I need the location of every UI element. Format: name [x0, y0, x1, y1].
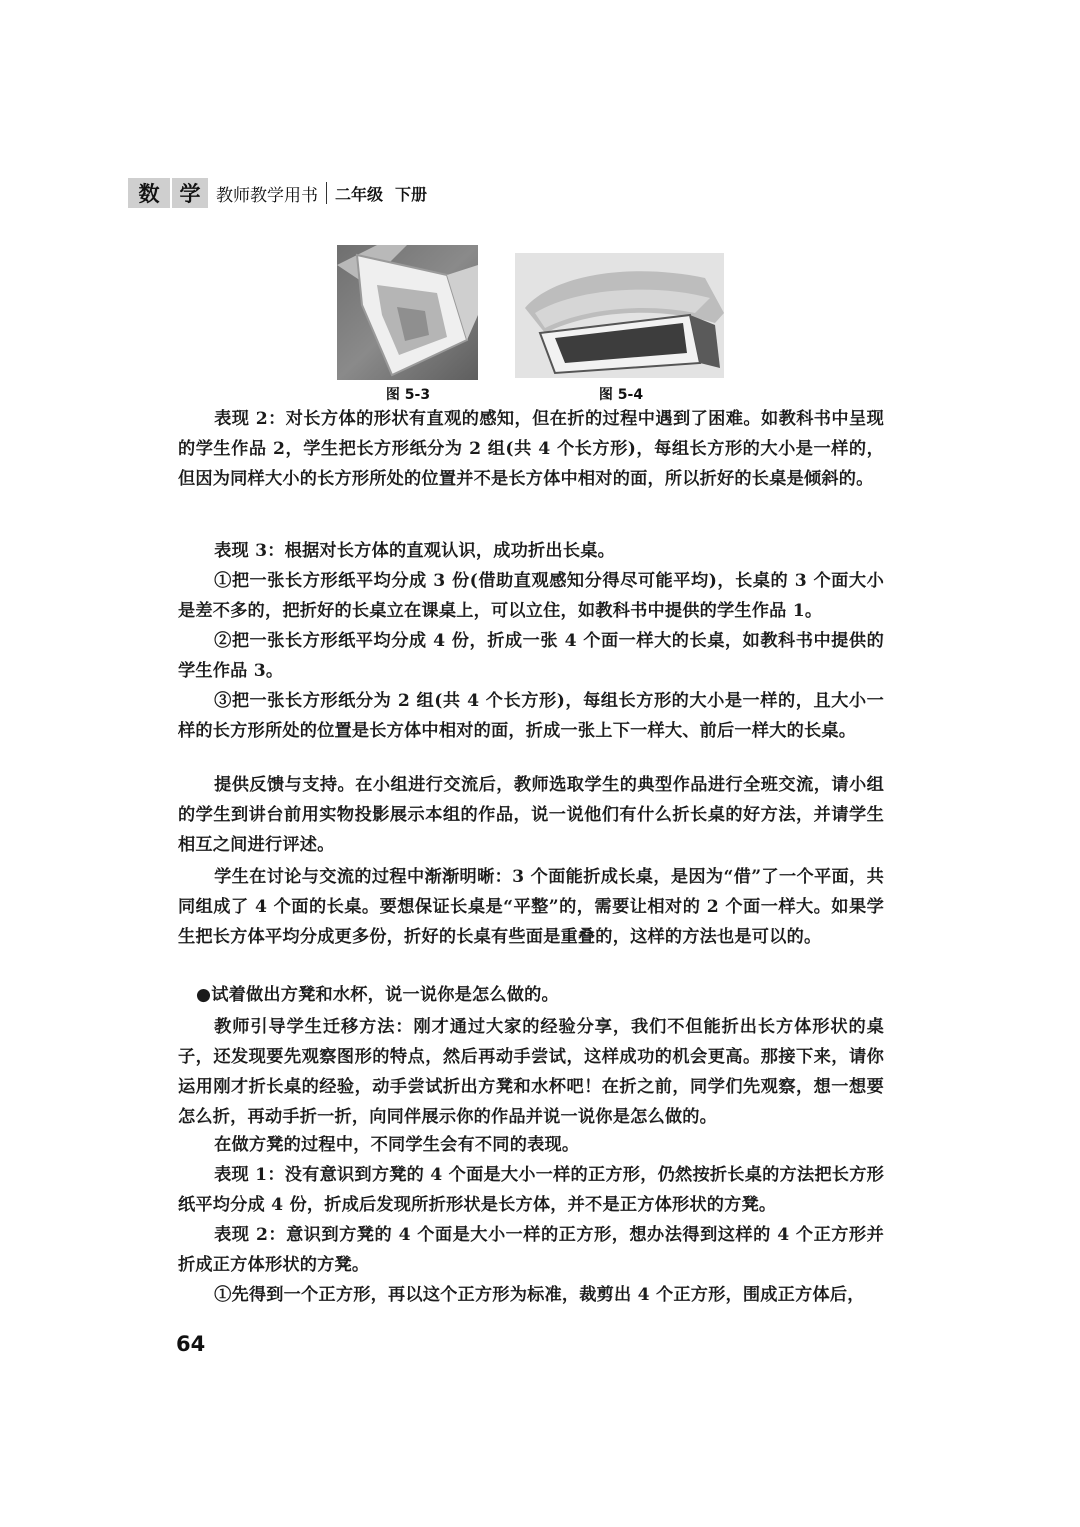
body-paragraph: 表现 3：根据对长方体的直观认识，成功折出长桌。: [214, 541, 615, 561]
body-paragraph: 表现 1：没有意识到方凳的 4 个面是大小一样的正方形，仍然按折长桌的方法把长方形纸平均分成 4 份，折成后发现所折形状是长方体，并不是正方体形状的方凳。: [178, 1165, 884, 1215]
body-paragraph: ①先得到一个正方形，再以这个正方形为标准，裁剪出 4 个正方形，围成正方体后，: [214, 1285, 865, 1305]
body-paragraph: 表现 2：对长方体的形状有直观的感知，但在折的过程中遇到了困难。如教科书中呈现的学生作品 2，学生把长方形纸分为 2 组(共 4 个长方形)，每组长方形的大小是一样的，但因为同样大小的长方形所处的位置并不是长方体中相对的面，所以折好的长桌是倾斜的。: [178, 409, 884, 489]
body-paragraph: 提供反馈与支持。在小组进行交流后，教师选取学生的典型作品进行全班交流，请小组的学生到讲台前用实物投影展示本组的作品，说一说他们有什么折长桌的好方法，并请学生相互之间进行评述。: [178, 775, 884, 855]
volume-label: 下册: [395, 184, 428, 204]
body-paragraph: ②把一张长方形纸平均分成 4 份，折成一张 4 个面一样大的长桌，如教科书中提供的学生作品 3。: [178, 631, 884, 681]
subject-logo-char: 数: [128, 178, 170, 208]
activity-heading: ●试着做出方凳和水杯，说一说你是怎么做的。: [196, 985, 559, 1005]
header-divider: [326, 182, 327, 204]
body-paragraph: ①把一张长方形纸平均分成 3 份(借助直观感知分得尽可能平均)，长桌的 3 个面大小是差不多的，把折好的长桌立在课桌上，可以立住，如教科书中提供的学生作品 1。: [178, 571, 884, 621]
body-paragraph: 教师引导学生迁移方法：刚才通过大家的经验分享，我们不但能折出长方体形状的桌子，还发现要先观察图形的特点，然后再动手尝试，这样成功的机会更高。那接下来，请你运用刚才折长桌的经验，动手尝试折出方凳和水杯吧！在折之前，同学们先观察，想一想要怎么折，再动手折一折，向同伴展示你的作品并说一说你是怎么做的。: [178, 1017, 884, 1127]
body-paragraph: ③把一张长方形纸分为 2 组(共 4 个长方形)，每组长方形的大小是一样的，且大小一样的长方形所处的位置是长方体中相对的面，折成一张上下一样大、前后一样大的长桌。: [178, 691, 884, 741]
subject-logo-char: 学: [172, 178, 208, 208]
figure-5-4-photo: [515, 253, 724, 378]
figure-5-4-caption: 图 5-4: [598, 387, 644, 403]
body-paragraph: 表现 2：意识到方凳的 4 个面是大小一样的正方形，想办法得到这样的 4 个正方形并折成正方体形状的方凳。: [178, 1225, 884, 1275]
book-series-title: 教师教学用书: [216, 185, 318, 206]
page-number: 64: [176, 1332, 206, 1356]
running-header: [128, 176, 427, 210]
figure-5-3-photo: [337, 245, 478, 380]
grade-label: 二年级: [335, 184, 384, 204]
figure-5-3-caption: 图 5-3: [385, 387, 431, 403]
body-paragraph: 学生在讨论与交流的过程中渐渐明晰：3 个面能折成长桌，是因为“借”了一个平面，共同组成了 4 个面的长桌。要想保证长桌是“平整”的，需要让相对的 2 个面一样大。如果学生把长方体平均分成更多份，折好的长桌有些面是重叠的，这样的方法也是可以的。: [178, 867, 884, 947]
body-paragraph: 在做方凳的过程中，不同学生会有不同的表现。: [214, 1135, 580, 1155]
